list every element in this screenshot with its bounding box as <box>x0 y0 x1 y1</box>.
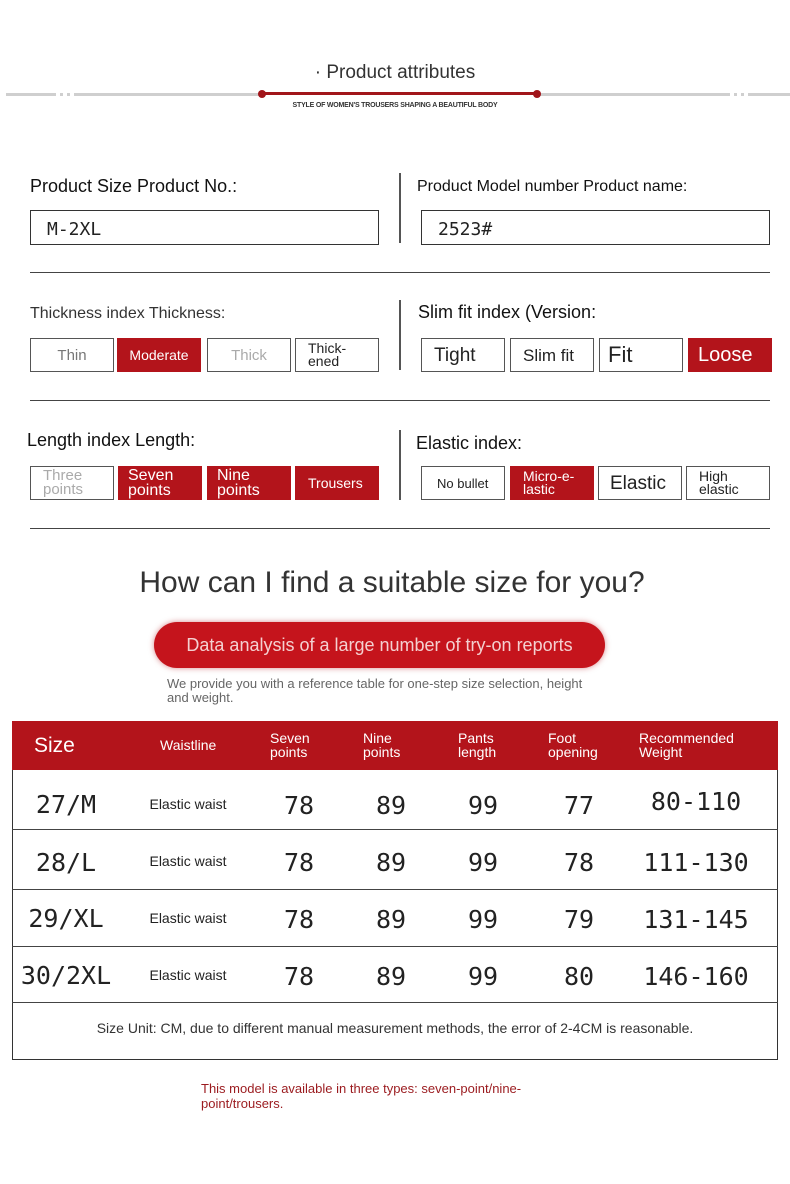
size-value-box: M-2XL <box>30 210 379 245</box>
thickness-option-thick: Thick <box>207 338 291 372</box>
cell-weight: 146-160 <box>643 962 749 991</box>
cell-nine-points: 89 <box>375 848 407 877</box>
header-size: Size <box>34 733 75 757</box>
section-title: · Product attributes <box>314 62 476 83</box>
column-divider <box>399 430 401 500</box>
length-label: Length index Length: <box>27 430 196 450</box>
availability-note: This model is available in three types: seven-point/nine-point/trousers. <box>201 1081 522 1111</box>
row-divider <box>12 889 778 890</box>
row-divider <box>12 946 778 947</box>
length-option-seven: Seven points <box>118 466 202 500</box>
size-table <box>12 721 778 1060</box>
size-guide-note: We provide you with a reference table for one-step size selection, height and weight. <box>167 676 583 706</box>
row-divider <box>12 829 778 830</box>
cell-waistline: Elastic waist <box>149 796 227 812</box>
column-divider <box>399 173 401 243</box>
thickness-label: Thickness index Thickness: <box>30 305 226 322</box>
row-divider <box>12 1002 778 1003</box>
length-option-trousers: Trousers <box>295 466 379 500</box>
model-value-box: 2523# <box>421 210 770 245</box>
cell-seven-points: 78 <box>283 791 315 820</box>
fit-option-fit: Fit <box>599 338 683 372</box>
fit-option-loose: Loose <box>688 338 772 372</box>
cell-weight: 80-110 <box>650 787 742 816</box>
elastic-option-no-bullet: No bullet <box>421 466 505 500</box>
thickness-option-moderate: Moderate <box>117 338 201 372</box>
thickness-option-thickened: Thick- ened <box>295 338 379 372</box>
cell-foot-opening: 78 <box>563 848 595 877</box>
cell-waistline: Elastic waist <box>149 967 227 983</box>
elastic-option-elastic: Elastic <box>598 466 682 500</box>
header-nine-points: Nine points <box>363 730 401 760</box>
cell-size: 30/2XL <box>20 961 112 990</box>
length-option-nine: Nine points <box>207 466 291 500</box>
cell-weight: 111-130 <box>643 848 749 877</box>
cell-seven-points: 78 <box>283 905 315 934</box>
header-accent-rule <box>262 92 538 95</box>
fit-label: Slim fit index (Version: <box>418 302 597 322</box>
cell-waistline: Elastic waist <box>149 910 227 926</box>
header-recommended-weight: Recommended Weight <box>639 730 734 760</box>
cell-pants-length: 99 <box>467 905 499 934</box>
size-table-header <box>12 721 778 770</box>
data-analysis-banner: Data analysis of a large number of try-on reports <box>154 622 605 668</box>
cell-nine-points: 89 <box>375 905 407 934</box>
cell-weight: 131-145 <box>643 905 749 934</box>
cell-pants-length: 99 <box>467 848 499 877</box>
cell-size: 29/XL <box>28 904 104 933</box>
column-divider <box>399 300 401 370</box>
size-label: Product Size Product No.: <box>30 176 238 196</box>
divider <box>30 400 770 401</box>
cell-size: 27/M <box>35 790 97 819</box>
size-guide-headline: How can I find a suitable size for you? <box>139 566 645 599</box>
cell-pants-length: 99 <box>467 791 499 820</box>
header-foot-opening: Foot opening <box>548 730 598 760</box>
header-dot-right <box>533 90 541 98</box>
model-label: Product Model number Product name: <box>417 178 688 195</box>
divider <box>30 528 770 529</box>
header-dot-left <box>258 90 266 98</box>
cell-nine-points: 89 <box>375 962 407 991</box>
cell-waistline: Elastic waist <box>149 853 227 869</box>
cell-seven-points: 78 <box>283 848 315 877</box>
size-unit-note: Size Unit: CM, due to different manual measurement methods, the error of 2-4CM is reasonable. <box>96 1020 694 1036</box>
header-rule-right <box>538 93 790 96</box>
fit-option-tight: Tight <box>421 338 505 372</box>
elastic-label: Elastic index: <box>416 433 523 453</box>
divider <box>30 272 770 273</box>
header-seven-points: Seven points <box>270 730 310 760</box>
section-subtitle: STYLE OF WOMEN'S TROUSERS SHAPING A BEAUTIFUL BODY <box>292 102 498 109</box>
cell-foot-opening: 79 <box>563 905 595 934</box>
elastic-option-high: High elastic <box>686 466 770 500</box>
header-rule-left <box>6 93 262 96</box>
thickness-option-thin: Thin <box>30 338 114 372</box>
elastic-option-micro: Micro-e- lastic <box>510 466 594 500</box>
cell-nine-points: 89 <box>375 791 407 820</box>
fit-option-slim: Slim fit <box>510 338 594 372</box>
length-option-three: Three points <box>30 466 114 500</box>
cell-size: 28/L <box>35 848 97 877</box>
cell-pants-length: 99 <box>467 962 499 991</box>
header-waistline: Waistline <box>160 736 217 753</box>
cell-foot-opening: 77 <box>563 791 595 820</box>
cell-seven-points: 78 <box>283 962 315 991</box>
header-pants-length: Pants length <box>458 730 497 760</box>
cell-foot-opening: 80 <box>563 962 595 991</box>
